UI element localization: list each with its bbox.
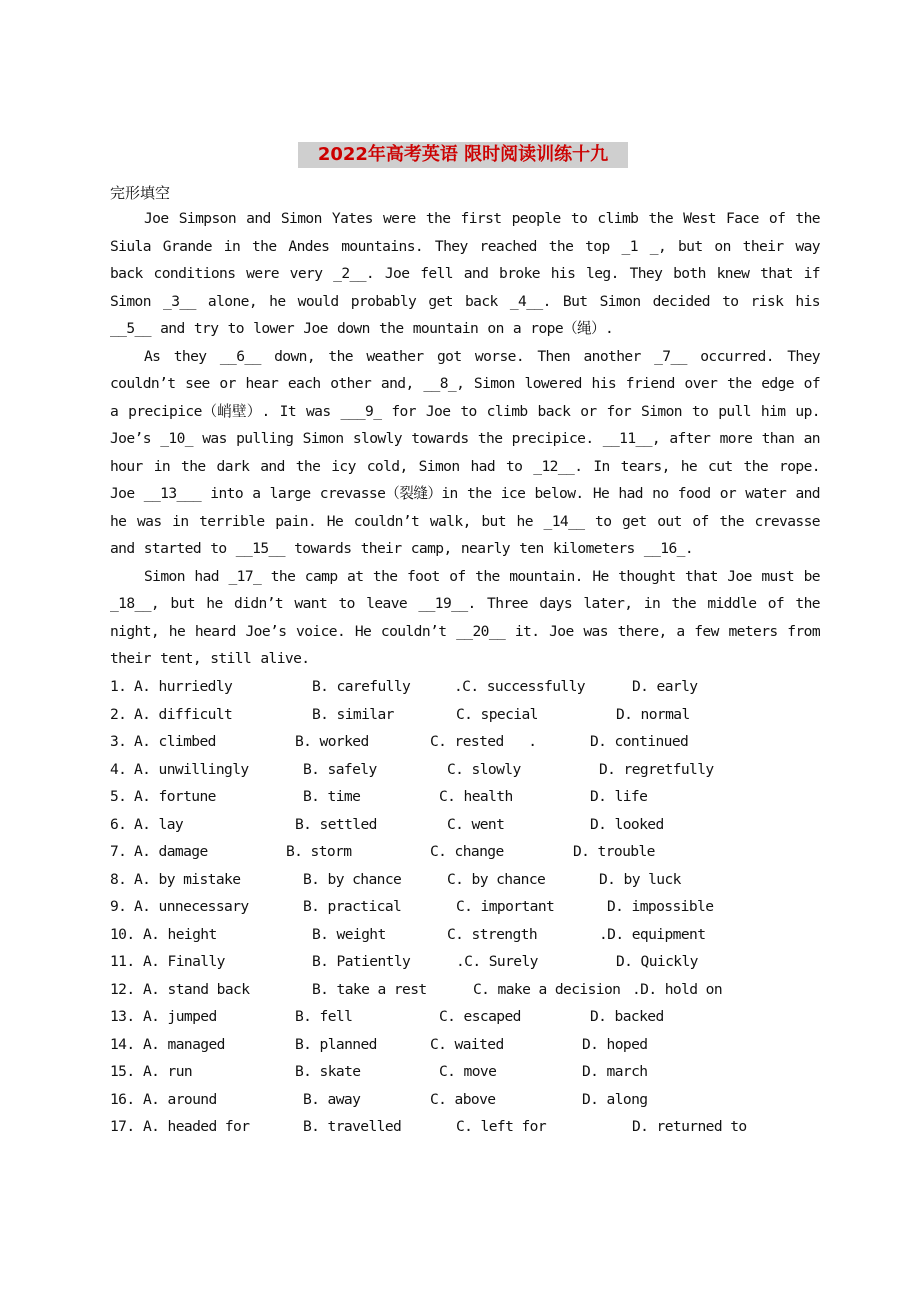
- option-b: B. carefully: [312, 678, 411, 695]
- question-number: 4.: [110, 760, 127, 778]
- option-a: A. climbed: [134, 733, 216, 750]
- option-d: .D. hold on: [632, 980, 723, 998]
- question-number: 9.: [110, 898, 127, 915]
- option-d: D. normal: [616, 705, 690, 723]
- option-a: A. stand back: [143, 980, 250, 998]
- reading-passage: [110, 205, 820, 673]
- option-c: C. escaped: [439, 1008, 521, 1025]
- option-d: D. Quickly: [616, 953, 698, 970]
- option-b: B. Patiently: [312, 953, 411, 970]
- option-b: B. worked: [295, 733, 369, 750]
- option-d: D. hoped: [582, 1035, 648, 1053]
- option-c: C. special: [456, 705, 538, 723]
- option-c: C. important: [456, 898, 555, 915]
- option-c: C. by chance: [447, 870, 546, 888]
- option-b: B. take a rest: [312, 980, 427, 998]
- option-a: A. damage: [134, 843, 208, 860]
- option-row: [110, 1031, 870, 1059]
- option-d: D. along: [582, 1090, 648, 1108]
- question-number: 7.: [110, 843, 127, 860]
- question-number: 11.: [110, 953, 135, 970]
- option-a: A. by mistake: [134, 870, 241, 888]
- option-row: [110, 756, 870, 784]
- options-list: [110, 673, 870, 1141]
- option-c: C. slowly: [447, 760, 521, 778]
- option-a: A. unwillingly: [134, 760, 249, 778]
- option-a: A. run: [143, 1063, 193, 1080]
- question-number: 6.: [110, 815, 127, 833]
- question-number: 10.: [110, 925, 135, 943]
- option-row: [110, 701, 870, 729]
- option-row: [110, 1113, 870, 1141]
- option-row: [110, 893, 870, 921]
- question-number: 8.: [110, 870, 127, 888]
- question-number: 12.: [110, 980, 135, 998]
- option-c: C. rested .: [430, 733, 537, 750]
- option-a: A. hurriedly: [134, 678, 233, 695]
- option-b: B. practical: [303, 898, 402, 915]
- option-d: D. life: [590, 788, 648, 805]
- option-b: B. planned: [295, 1035, 377, 1053]
- option-c: C. left for: [456, 1118, 547, 1135]
- option-d: D. by luck: [599, 870, 681, 888]
- option-c: C. change: [430, 843, 504, 860]
- option-b: B. away: [303, 1090, 361, 1108]
- option-b: B. travelled: [303, 1118, 402, 1135]
- question-number: 17.: [110, 1118, 135, 1135]
- option-c: C. strength: [447, 925, 538, 943]
- option-a: A. headed for: [143, 1118, 250, 1135]
- option-b: B. safely: [303, 760, 377, 778]
- question-number: 16.: [110, 1090, 135, 1108]
- option-row: [110, 1003, 870, 1031]
- option-row: [110, 811, 870, 839]
- option-a: A. managed: [143, 1035, 225, 1053]
- option-d: .D. equipment: [599, 925, 706, 943]
- option-b: B. weight: [312, 925, 386, 943]
- option-a: A. lay: [134, 815, 184, 833]
- option-d: D. continued: [590, 733, 689, 750]
- option-d: D. returned to: [632, 1118, 747, 1135]
- option-d: D. march: [582, 1063, 648, 1080]
- section-label: 完形填空: [110, 184, 171, 202]
- question-number: 5.: [110, 788, 127, 805]
- option-row: [110, 921, 870, 949]
- option-b: B. similar: [312, 705, 394, 723]
- option-row: [110, 673, 870, 701]
- question-number: 15.: [110, 1063, 135, 1080]
- option-b: B. settled: [295, 815, 377, 833]
- paragraph: Simon had _17_ the camp at the foot of the mountain. He thought that Joe must be _18__, but he didn’t want to leave __19__. Three days later, in the middle of the night, he heard Joe’s voice. He couldn’t __20__ it. Joe was there, a few meters from their tent, still alive.: [110, 567, 820, 667]
- paragraph: Joe Simpson and Simon Yates were the first people to climb the West Face of the Siula Grande in the Andes mountains. They reached the top _1 _, but on their way back conditions were very _2__. Joe fell and broke his leg. They both knew that if Simon _3__ alone, he would probably get back _4__. But Simon decided to risk his __5__ and try to lower Joe down the mountain on a rope（绳）.: [110, 210, 820, 337]
- question-number: 13.: [110, 1008, 135, 1025]
- option-b: B. by chance: [303, 870, 402, 888]
- option-c: C. went: [447, 815, 505, 833]
- option-c: .C. Surely: [456, 953, 538, 970]
- option-b: B. fell: [295, 1008, 353, 1025]
- paragraph: As they __6__ down, the weather got worse. Then another _7__ occurred. They couldn’t see or hear each other and, __8_, Simon lowered his friend over the edge of a precipice（峭壁）. It was ___9_ for Joe to climb back or for Simon to pull him up. Joe’s _10_ was pulling Simon slowly towards the precipice. __11__, after more than an hour in the dark and the icy cold, Simon had to _12__. In tears, he cut the rope. Joe __13___ into a large crevasse（裂缝）in the ice below. He had no food or water and he was in terrible pain. He couldn’t walk, but he _14__ to get out of the crevasse and started to __15__ towards their camp, nearly ten kilometers __16_.: [110, 347, 820, 557]
- option-row: [110, 838, 870, 866]
- option-c: C. waited: [430, 1035, 504, 1053]
- option-d: D. backed: [590, 1008, 664, 1025]
- option-row: [110, 728, 870, 756]
- question-number: 14.: [110, 1035, 135, 1053]
- option-a: A. Finally: [143, 953, 225, 970]
- option-d: D. early: [632, 678, 698, 695]
- option-d: D. impossible: [607, 898, 714, 915]
- option-c: .C. successfully: [454, 678, 585, 695]
- option-row: [110, 948, 870, 976]
- option-c: C. health: [439, 788, 513, 805]
- option-c: C. above: [430, 1090, 496, 1108]
- option-b: B. storm: [286, 843, 352, 860]
- option-a: A. unnecessary: [134, 898, 249, 915]
- option-row: [110, 1058, 870, 1086]
- option-row: [110, 1086, 870, 1114]
- option-b: B. skate: [295, 1063, 361, 1080]
- option-b: B. time: [303, 788, 361, 805]
- option-row: [110, 866, 870, 894]
- option-a: A. jumped: [143, 1008, 217, 1025]
- question-number: 3.: [110, 733, 127, 750]
- option-d: D. regretfully: [599, 760, 714, 778]
- option-a: A. difficult: [134, 705, 233, 723]
- page-title: 2022年高考英语 限时阅读训练十九: [298, 142, 628, 168]
- question-number: 2.: [110, 705, 127, 723]
- option-d: D. trouble: [573, 843, 655, 860]
- option-row: [110, 783, 870, 811]
- option-a: A. fortune: [134, 788, 216, 805]
- option-c: C. make a decision: [473, 980, 621, 998]
- option-row: [110, 976, 870, 1004]
- option-a: A. height: [143, 925, 217, 943]
- question-number: 1.: [110, 678, 127, 695]
- option-c: C. move: [439, 1063, 497, 1080]
- option-d: D. looked: [590, 815, 664, 833]
- option-a: A. around: [143, 1090, 217, 1108]
